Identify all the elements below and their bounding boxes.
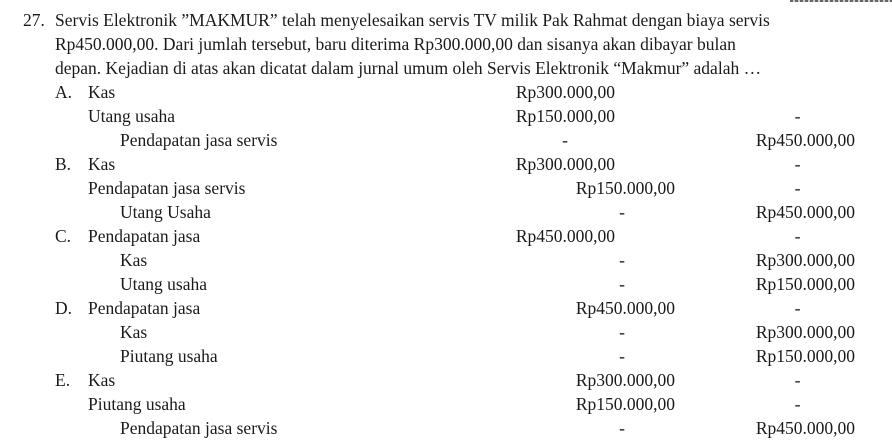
journal-account: Piutang usaha [88, 394, 186, 414]
question-stem [55, 8, 880, 80]
option-a-row-1[interactable] [0, 80, 892, 104]
journal-credit: Rp450.000,00 [755, 130, 855, 150]
journal-account: Piutang usaha [120, 346, 218, 366]
journal-debit: Rp150.000,00 [575, 178, 675, 198]
journal-debit: Rp450.000,00 [575, 298, 675, 318]
option-e-row-2[interactable] [0, 392, 892, 416]
journal-credit: - [794, 226, 801, 246]
option-a-letter: A. [55, 82, 73, 102]
journal-account: Kas [88, 370, 116, 390]
journal-debit: Rp450.000,00 [515, 226, 615, 246]
journal-credit: - [794, 370, 801, 390]
journal-credit: Rp150.000,00 [755, 274, 855, 294]
top-edge-rule [790, 0, 892, 2]
journal-account: Kas [88, 82, 116, 102]
journal-credit: Rp300.000,00 [755, 322, 855, 342]
option-c-row-3[interactable] [0, 272, 892, 296]
option-c-row-2[interactable] [0, 248, 892, 272]
option-c-row-1[interactable] [0, 224, 892, 248]
journal-account: Kas [120, 250, 148, 270]
journal-credit: - [794, 106, 801, 126]
journal-debit: - [619, 418, 625, 438]
option-b-row-2[interactable] [0, 176, 892, 200]
journal-account: Pendapatan jasa servis [88, 178, 246, 198]
journal-credit: - [794, 298, 801, 318]
option-a-row-2[interactable] [0, 104, 892, 128]
journal-account: Pendapatan jasa servis [120, 130, 278, 150]
journal-credit: Rp450.000,00 [755, 202, 855, 222]
option-b-row-1[interactable] [0, 152, 892, 176]
journal-account: Kas [88, 154, 116, 174]
option-d-row-2[interactable] [0, 320, 892, 344]
option-e-row-3[interactable] [0, 416, 892, 440]
journal-credit: Rp450.000,00 [755, 418, 855, 438]
journal-account: Pendapatan jasa [88, 298, 201, 318]
option-d-row-1[interactable] [0, 296, 892, 320]
journal-account: Utang Usaha [120, 202, 211, 222]
journal-credit: - [794, 154, 801, 174]
journal-debit: - [619, 322, 625, 342]
journal-debit: - [619, 346, 625, 366]
journal-debit: - [619, 274, 625, 294]
journal-credit: Rp300.000,00 [755, 250, 855, 270]
option-e-row-1[interactable] [0, 368, 892, 392]
journal-debit: - [562, 130, 568, 150]
journal-debit: Rp150.000,00 [515, 106, 615, 126]
journal-debit: - [619, 250, 625, 270]
journal-account: Utang usaha [88, 106, 175, 126]
option-e-letter: E. [55, 370, 71, 390]
question-number: 27. [23, 10, 45, 30]
option-d-row-3[interactable] [0, 344, 892, 368]
journal-debit: Rp300.000,00 [575, 370, 675, 390]
option-b-row-3[interactable] [0, 200, 892, 224]
option-b-letter: B. [55, 154, 72, 174]
journal-debit: - [619, 202, 625, 222]
journal-account: Utang usaha [120, 274, 207, 294]
journal-credit: - [794, 394, 801, 414]
option-c-letter: C. [55, 226, 72, 246]
question-line-2: Rp450.000,00. Dari jumlah tersebut, baru diterima Rp300.000,00 dan sisanya akan dibayar bulan [55, 34, 736, 54]
question-line-1: Servis Elektronik ”MAKMUR” telah menyelesaikan servis TV milik Pak Rahmat dengan biaya servis [55, 10, 770, 30]
journal-credit: - [794, 178, 801, 198]
question-line-3: depan. Kejadian di atas akan dicatat dalam jurnal umum oleh Servis Elektronik “Makmur” adalah … [55, 58, 762, 78]
journal-debit: Rp300.000,00 [515, 82, 615, 102]
journal-account: Pendapatan jasa [88, 226, 201, 246]
option-d-letter: D. [55, 298, 73, 318]
journal-debit: Rp300.000,00 [515, 154, 615, 174]
journal-account: Kas [120, 322, 148, 342]
journal-debit: Rp150.000,00 [575, 394, 675, 414]
option-a-row-3[interactable] [0, 128, 892, 152]
journal-credit: Rp150.000,00 [755, 346, 855, 366]
journal-account: Pendapatan jasa servis [120, 418, 278, 438]
